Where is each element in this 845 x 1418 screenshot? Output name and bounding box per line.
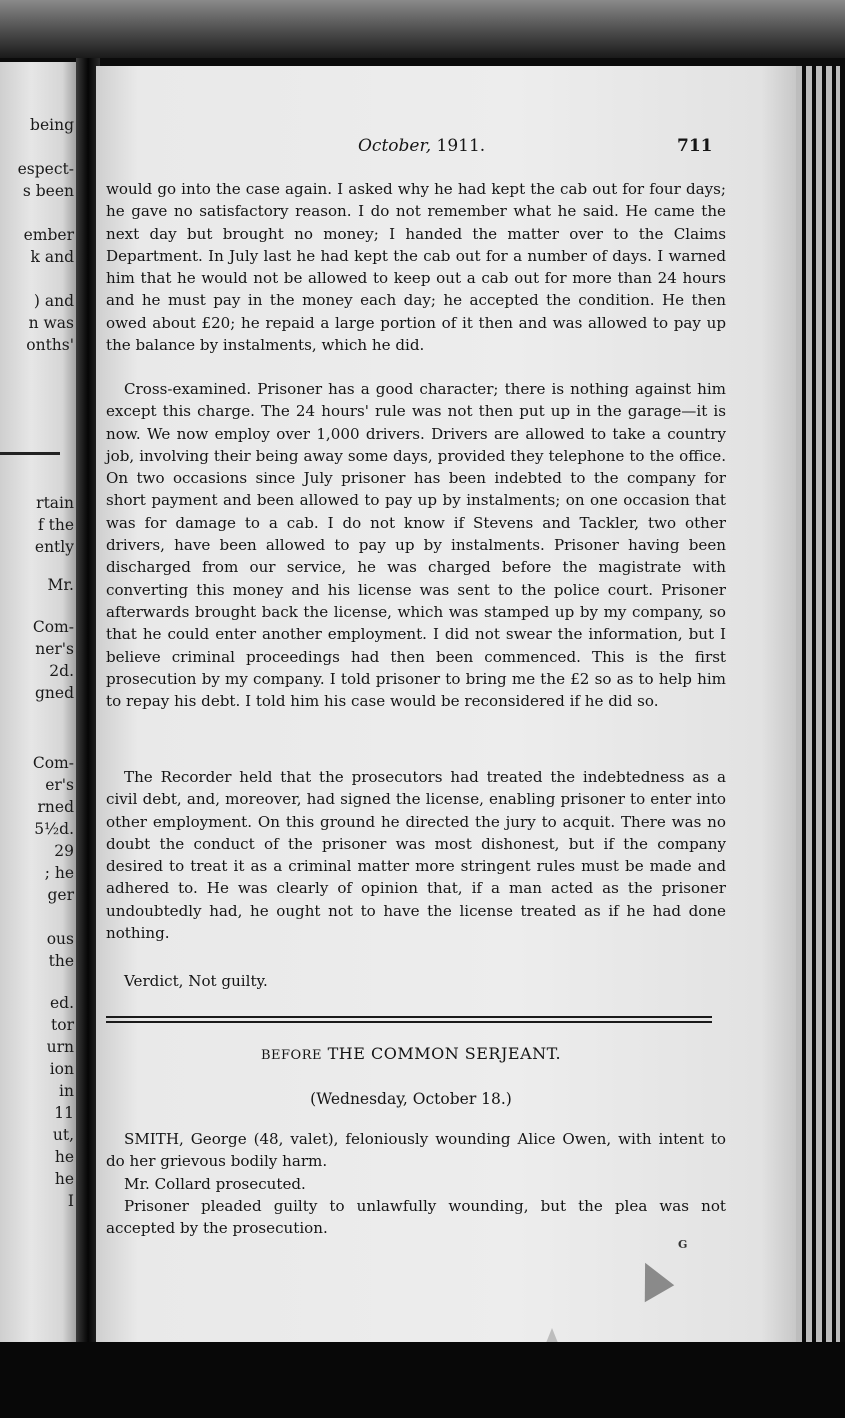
paragraph-cross-examined xyxy=(106,378,726,712)
section-court: THE COMMON SERJEANT. xyxy=(327,1044,562,1063)
left-page-text-fragment: 29 xyxy=(54,842,74,860)
case-prosecutor: Mr. Collard prosecuted. xyxy=(124,1174,306,1193)
left-page-text-fragment: ger xyxy=(47,886,74,904)
case-block xyxy=(106,1128,726,1239)
paragraph-text: Cross-examined. Prisoner has a good character; there is nothing against him except this charge. The 24 hours' rule was not then put up in the garage—it is now. We now employ over 1,000 drivers. Drivers are allowed to take a country job, involving their being away some days, provided they telephone to the office. On two occasions since July prisoner has been indebted to the company for short payment and been allowed to pay up by instalments; on one occasion that was for damage to a cab. I do not know if Stevens and Tackler, two other drivers, have been allowed to pay up by instalments. Prisoner having been discharged from our service, he was charged before the magistrate with converting this money and his license was sent to the police court. Prisoner afterwards brought back the license, which was stamped up by my company, so that he could enter another employment. I did not swear the information, but I believe criminal proceedings had then been commenced. This is the first prosecution by my company. I told prisoner to bring me the £2 so as to help him to repay his debt. I told him his case would be reconsidered if he did so. xyxy=(106,380,726,711)
left-page-text-fragment: Mr. xyxy=(47,576,74,594)
left-page-text-fragment: ; he xyxy=(44,864,74,882)
left-page-text-fragment: rned xyxy=(37,798,74,816)
header-date xyxy=(358,136,485,156)
left-page-text-fragment: ently xyxy=(34,538,74,556)
running-header xyxy=(96,136,796,160)
left-page-text-fragment: Com- xyxy=(32,754,74,772)
left-page-text-fragment: k and xyxy=(30,248,74,266)
left-page-text-fragment: ember xyxy=(23,226,74,244)
left-page-text-fragment: f the xyxy=(37,516,74,534)
paragraph-text: would go into the case again. I asked why he had kept the cab out for four days; he gave no satisfactory reason. I do not remember what he said. He came the next day but brought no money; I handed the matter over to the Claims Department. In July last he had kept the cab out for a number of days. I warned him that he would not be allowed to keep out a cab out for more than 24 hours and he must pay in the money each day; he accepted the condition. He then owed about £20; he repaid a large portion of it then and was allowed to pay up the balance by instalments, which he did. xyxy=(106,180,726,355)
scan-top-edge xyxy=(0,0,845,58)
left-page-text-fragment: the xyxy=(48,952,74,970)
left-page-text-fragment: urn xyxy=(46,1038,74,1056)
left-page-text-fragment: tor xyxy=(51,1016,74,1034)
left-page-text-fragment: rtain xyxy=(36,494,74,512)
left-page-text-fragment: he xyxy=(54,1148,74,1166)
left-page-text-fragment: ) and xyxy=(33,292,74,310)
paragraph-verdict xyxy=(106,970,726,992)
left-page-text-fragment: ed. xyxy=(49,994,74,1012)
left-page-text-fragment: Com- xyxy=(32,618,74,636)
verdict-text: Verdict, Not guilty. xyxy=(124,972,268,990)
left-page-text-fragment: 2d. xyxy=(49,662,74,680)
left-page-fragment xyxy=(0,62,78,1342)
paragraph-recorder xyxy=(106,766,726,944)
scan-bottom-edge xyxy=(0,1342,845,1418)
left-page-text-fragment: ous xyxy=(46,930,74,948)
header-month: October, xyxy=(358,136,432,156)
header-year: 1911. xyxy=(436,136,486,156)
left-page-text-fragment: er's xyxy=(45,776,74,794)
left-page-text-fragment: gned xyxy=(35,684,74,702)
section-heading xyxy=(96,1044,726,1063)
section-divider xyxy=(106,1016,712,1023)
page xyxy=(96,66,796,1346)
paragraph-testimony xyxy=(106,178,726,356)
case-charge: SMITH, George (48, valet), feloniously wounding Alice Owen, with intent to do her grievous bodily harm. xyxy=(106,1130,726,1171)
left-page-text-fragment: 11 xyxy=(54,1104,74,1122)
left-page-text-fragment: being xyxy=(30,116,74,134)
page-number: 711 xyxy=(677,136,713,156)
left-page-text-fragment: ion xyxy=(49,1060,74,1078)
page-edge-strips xyxy=(796,66,840,1356)
left-page-text-fragment: he xyxy=(54,1170,74,1188)
paragraph-text: The Recorder held that the prosecutors had treated the indebtedness as a civil debt, and, moreover, had signed the license, enabling prisoner to enter into other employment. On this ground he directed the jury to acquit. There was no doubt the conduct of the prisoner was most dishonest, but if the company desired to treat it as a criminal matter more stringent rules must be made and adhered to. He was clearly of opinion that, if a man acted as the prisoner undoubtedly had, he ought not to have the license treated as if he had done nothing. xyxy=(106,768,726,943)
section-before-word: BEFORE xyxy=(260,1048,322,1063)
left-page-text-fragment: onths' xyxy=(26,336,74,354)
left-page-text-fragment: espect- xyxy=(17,160,74,178)
case-plea: Prisoner pleaded guilty to unlawfully wounding, but the plea was not accepted by the prosecution. xyxy=(106,1196,726,1238)
left-page-text-fragment: s been xyxy=(22,182,74,200)
left-page-text-fragment: I xyxy=(67,1192,74,1210)
left-page-rule xyxy=(0,452,60,455)
section-date: (Wednesday, October 18.) xyxy=(310,1090,512,1108)
left-page-text-fragment: ut, xyxy=(52,1126,74,1144)
left-page-text-fragment: ner's xyxy=(35,640,74,658)
signature-mark: G xyxy=(678,1238,688,1251)
left-page-text-fragment: in xyxy=(59,1082,74,1100)
scan-artifact-triangle xyxy=(628,1256,674,1302)
left-page-text-fragment: n was xyxy=(28,314,74,332)
left-page-text-fragment: 5½d. xyxy=(34,820,74,838)
